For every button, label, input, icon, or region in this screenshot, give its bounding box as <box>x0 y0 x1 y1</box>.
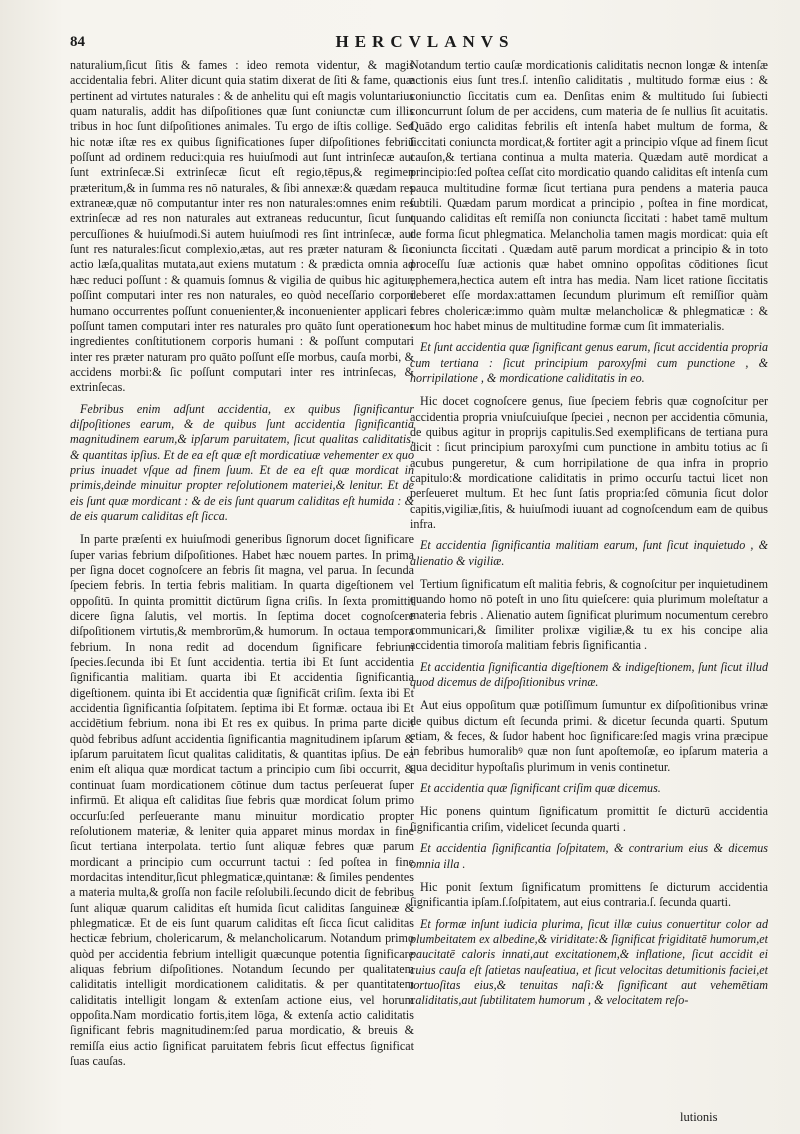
commentary-paragraph: Hic ponens quintum ſignificatum promittit ſe dicturū accidentia ſignificantia criſim, videlicet ſecunda quarti . <box>410 804 768 834</box>
lemma-text: Et formæ inſunt iudicia plurima, ſicut illæ cuius conuertitur color ad plumbeitatem ex albedine,& viriditate:& ſignificat frigiditatē humorum,et paucitatē caloris innati,aut excitationem,& inflatione, ſicut accidit ei cuius cauſa eſt ſatietas nauſeatiua, et ſicut velocitas detumitionis faciei,et tortuoſitas eius,& tenuitas naſi:& ſignificant aut vehemētiam caliditatis,aut ſubtilitatem humorum , & velocitatem reſo- <box>410 916 768 1008</box>
commentary-paragraph: In parte præſenti ex huiuſmodi generibus ſignorum docet ſignificare ſuper varias febrium diſpoſitiones. Habet hæc nouem partes. In prima per ſigna docet cognoſcere an febris ſit magna, vel parua. In ſecunda ſpeciem febris. In tertia febris malitiam. In quarta digeſtionem vel oppoſitū. In quinta promittit dictūrum ſigna criſis. In ſexta promittit dicere ſigna ſalutis, vel mortis. In ſeptima docet cognoſcere diſpoſitionem virtutis,& membrorūm,& humorum. In octaua tempora febrium. In nona redit ad docendum ſignificare febrium ſpecies.ſecunda ibi Et ſunt accidentia. tertia ibi Et ſunt accidentia ſignificantia malitiam. quarta ibi Et accidentia ſignificantia digeſtionem. quinta ibi Et accidentia quæ ſignificāt criſim. ſexta ibi Et accidentia ſignificantia ſoſpitatem. ſeptima ibi Et formæ. octaua ibi Et accidētium febrium. nona ibi Et res ex quibus. In prima parte dicit quòd febribus adſunt accidentia ſignificantia magnitudinem ipſarum & ipſarum paruitatem ſicut qualitas caliditatis, & quantitas ipſius. De ea enim eſt aliqua quæ mordicat tactum a principio cum ſibi occurrit, & continuat ſuam mordicationem cōtinue dum tactus perſeuerat ſuper infirmū. Et aliqua eſt caliditas ſiue febris quæ mordicat ſolum primo occurſu:ſed perſeuerante manu minuitur mordicatio propter reſolutionem materiæ, & leniter quia apparet minus mordax in fine ſicut tertiana interpolata. tertio ſunt aliquæ febres quæ parum mordicant a principio cum occurrunt tactui : ſed poſtea in fine mordacitas intenditur,ſicut phlegmaticæ,quintanæ: & ſimiles pendentes a materia multa,& groſſa non facile reſolubili.ſecundo dicit de febribus ſunt aliquæ quarum caliditas eſt humida ſicut caliditas ſanguineæ & phlegmaticæ. Et de eis ſunt quarum caliditas eſt ſicca ſicut caliditas hecticæ febrium, cholericarum, & melancholicarum. Notandum primo quòd per accidentia febrium intelligit quæcunque potentia ſignificare aliquas febrium diſpoſitiones. Notandum ſecundo per qualitatem caliditatis intelligit mordicationem caliditatis. & per quantitatem caliditatis intelligit longam & extenſam actione eius, vel horum oppoſita.Nam mordicatio fortis,item lōga, & extenſa actio caliditatis ſignificant febris magnitudinem:ſed parua mordicatio, & breuis & remiſſa eius actio ſignificat paruitatem febris ſicut effectus ſignificat ſuas cauſas. <box>70 532 414 1068</box>
lemma-text: Et accidentia quæ ſignificant criſim quæ dicemus. <box>420 781 661 796</box>
running-head: HERCVLANVS <box>335 32 515 51</box>
lemma-text: Et accidentia ſignificantia malitiam earum, ſunt ſicut inquietudo , & alienatio & vigiliæ. <box>410 538 768 568</box>
lemma-text: Et accidentia ſignificantia ſoſpitatem, & contrarium eius & dicemus omnia illa . <box>410 841 768 871</box>
commentary-paragraph: Hic ponit ſextum ſignificatum promittens ſe dicturum accidentia ſignificantia ipſam.ſ.ſoſpitatem, aut eius contraria.ſ. ſecunda quarti. <box>410 879 768 910</box>
commentary-paragraph: Tertium ſignificatum eſt malitia febris, & cognoſcitur per inquietudinem quando homo nō poteſt in uno ſitu quieſcere: quia plurimum moleſtatur a materia febris . Alienatio autem ſignificat plurimum nocumentum cerebro communicari,& ſimiliter prolixæ vigiliæ,& tu ex his concipe alia accidentia timoroſa malitiam febris ſignificantia . <box>410 577 768 653</box>
lemma-text: Et accidentia ſignificantia digeſtionem & indigeſtionem, ſunt ſicut illud quod dicemus de diſpoſitionibus vrinæ. <box>410 659 768 690</box>
commentary-paragraph: naturalium,ſicut ſitis & fames : ideo remota videntur, & magis accidentalia febri. Aliter dicunt quia statim dixerat de ſiti & fame, quæ pertinent ad virtutes naturales : & de anhelitu qui eſt magis voluntarius quam naturalis, addit has diſpoſitiones quæ ſunt coniunctæ cum illis tribus in hoc ſunt diſpoſitiones animales. Tu ergo de iſtis collige. Sed hic notæ iſtæ res ex quibus ſignificationes ſuper diſpoſitiones febriū poſſunt ad ordinem reduci:quia res huiuſmodi aut ſunt intrinſecæ aut ſunt extrinſecæ.Si extrinſecæ ſicut eſt regio,tēpus,& regimen præteritum,& in ſumma res nō naturales, & ſibi annexæ:& quædam res extraneæ,quæ nō computantur inter res non naturales:omnes enim res extrinſecæ ad res non naturales aut extraneas reducuntur, ſicut ſunt percuſſiones & huiuſmodi.Si autem huiuſmodi res ſint intrinſecæ, aut ſunt res naturales:ſicut complexio,ætas, aut res præter naturam & ſic actio læſa,qualitas mutata,aut exiens mutatum : & prædicta omnia ad hæc reduci poſſunt : & quamuis ſomnus & vigilia de quibus hic agitur, poſſint computari inter res non naturales, eo quòd neceſſario corpori humano occurrentes poſſunt conuenienter,& inconuenienter applicari : poſſunt tamen computari inter res naturales pro quāto ſunt operationes ingredientes conſtitutionem corporis humani : & poſſunt computari inter res præter naturam pro quāto poſſunt eſſe morbus, cauſa morbi, & accidens morbi:& ſic poſſunt computari inter res intrinſecas, & extrinſecas. <box>70 58 414 395</box>
commentary-paragraph: Notandum tertio cauſæ mordicationis caliditatis necnon longæ & intenſæ actionis eius ſunt tres.ſ. intenſio caliditatis , multitudo formæ eius : & coniunctio ſiccitatis cum ea. Denſitas enim & multitudo ſui ſubiecti concurrunt ſolum de per accidens, cum materia de ſe nullius ſit acuitatis. Quādo ergo caliditas febrilis eſt intenſa habet multum de forma, & ſiccitati coniuncta mordicat,& fortiter agit a principio vſque ad finem ſicut cauſon,& tertiana continua a multa materia. Quædam autē mordicat a principio:ſed poſtea ceſſat cito mordicatio quando caliditas eſt intenſa cum pauca multitudine formæ ſicut tertiana pura pendens a materia pauca ſubtili. Quædam parum mordicat a principio , poſtea in fine mordicat, quando caliditas eſt remiſſa non coniuncta ſiccitati : habet tamē multum de forma ſicut phlegmatica. Melancholia tamen magis mordicat: quia eſt coniuncta ſiccitati . Quædam autē parum mordicat a principio & in toto proceſſu ſuæ actionis quæ habet omnino oppoſitas cōditiones ſicut ephemera,hectica autem eſt intra has media. Nam licet ratione ſiccitatis deberet eſſe mordax:attamen ſecundum plurimum eſt remiſſior quàm febres cholericæ:immo quàm multæ melancholicæ & phlegmaticæ : & cum hoc habet minus de multitudine formæ cum ſit immaterialis. <box>410 58 768 333</box>
commentary-paragraph: Hic docet cognoſcere genus, ſiue ſpeciem febris quæ cognoſcitur per accidentia propria vniuſcuiuſque ſpeciei , necnon per accidentia cōmunia, de quibus agitur in proprijs capitulis.Sed exemplificans de tertiana pura dicit : ſicut principium paroxyſmi cum punctione in ambitu totius ac ſi acubus pungeretur, & cum horripilatione de qua infra in proprio capitulo:& mordicatione caliditatis in primo occurſu tactui licet non perſeueret multum. Et hec ſunt ſatis propria:ſed cōmunia ſicut dolor capitis,vigiliæ,ſitis, & huiuſmodi iuuant ad cognoſcendum eam de quibus infra. <box>410 394 768 531</box>
lemma-text: Et ſunt accidentia quæ ſignificant genus earum, ſicut accidentia propria cum tertiana : ſicut principium paroxyſmi cum punctione , & horripilatione , & mordicatione caliditatis in eo. <box>410 340 768 385</box>
right-column <box>410 58 768 1088</box>
catchword: lutionis <box>680 1110 718 1124</box>
page-number: 84 <box>70 34 85 50</box>
commentary-paragraph: Aut eius oppoſitum quæ potiſſimum ſumuntur ex diſpoſitionibus vrinæ de quibus dictum eſt ſecunda primi. & dicetur ſecunda quarti. Sputum etiam, & feces, & ſudor habent hoc ſignificare:ſed magis vrina præcipue in febribus humoralibꝰ quæ non ſunt apoſtemoſæ, eo ipſarum materia a qua deciditur hypoſtaſis plurimum in venis continetur. <box>410 698 768 774</box>
lemma-text: Febribus enim adſunt accidentia, ex quibus ſignificantur diſpoſitiones earum, & de quibus ſunt accidentia ſignificantia magnitudinem earum,& ipſarum paruitatem, ſicut qualitas caliditatis, & quantitas ipſius. Et de ea eſt quæ eſt mordicatiuæ vehementer ex quo prius inuadet vſque ad finem ſuum. Et de ea eſt quæ mordicat in primis,deinde minuitur propter reſolutionem materiei,& lenitur. Et de eis ſunt quæ mordicant : & de eis ſunt quarum caliditas eſt humida : & de eis quarum caliditas eſt ſicca. <box>70 401 414 523</box>
page-header <box>70 34 780 56</box>
left-column <box>70 58 414 1088</box>
